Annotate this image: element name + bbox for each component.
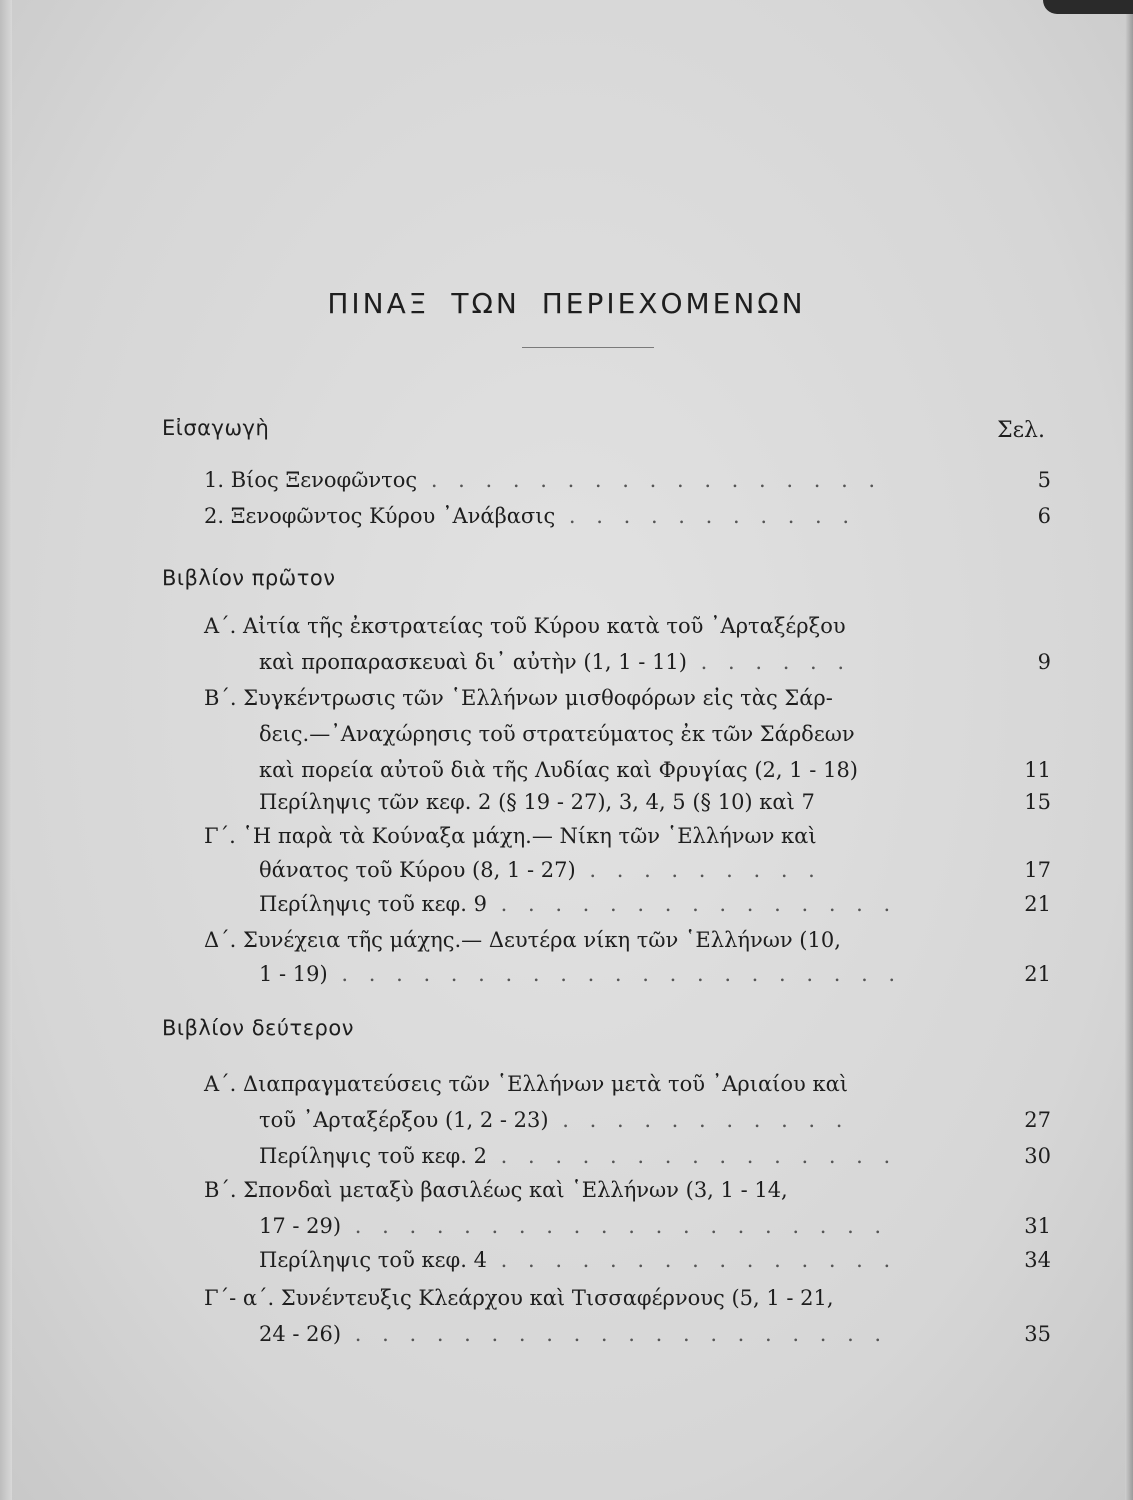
leader-dots: . . . . . . . . . . . (555, 504, 857, 528)
leader-dots: . . . . . . . . . . . . . . . (486, 1248, 898, 1272)
toc-page-number: 9 (1037, 650, 1051, 674)
toc-entry (259, 1322, 888, 1346)
toc-entry (204, 928, 841, 952)
title-rule (522, 347, 654, 348)
toc-entry-text: θάνατος τοῦ Κύρου (8, 1 - 27) (259, 858, 576, 882)
toc-entry-text: Α΄. Αἰτία τῆς ἐκστρατείας τοῦ Κύρου κατὰ τοῦ ᾿Αρταξέρξου (204, 614, 846, 638)
toc-entry-text: Περίληψις τῶν κεφ. 2 (§ 19 - 27), 3, 4, 5 (§ 10) καὶ 7 (259, 790, 815, 814)
leader-dots: . . . . . . . . . . . (548, 1108, 850, 1132)
section-heading-intro: Εἰσαγωγὴ (162, 416, 270, 440)
corner-blot (1043, 0, 1133, 14)
toc-page-number: 31 (1024, 1214, 1051, 1238)
toc-entry (204, 1286, 834, 1310)
toc-page-number: 30 (1024, 1144, 1051, 1168)
toc-entry (204, 614, 846, 638)
toc-entry-text: Περίληψις τοῦ κεφ. 9 (259, 892, 487, 916)
toc-page-number: 6 (1037, 504, 1051, 528)
section-heading-book2: Βιβλίον δεύτερον (162, 1016, 354, 1040)
leader-dots: . . . . . . . . . . . . . . . (486, 1144, 898, 1168)
toc-entry (259, 758, 858, 782)
toc-entry (204, 824, 817, 848)
toc-page-number: 34 (1024, 1248, 1051, 1272)
toc-page-number: 21 (1024, 892, 1051, 916)
toc-entry (259, 858, 822, 882)
toc-entry (259, 892, 897, 916)
toc-page-number: 15 (1024, 790, 1051, 814)
toc-entry-text: 1 - 19) (259, 962, 328, 986)
toc-entry (259, 1248, 897, 1272)
toc-entry (259, 790, 815, 814)
toc-entry-text: καὶ προπαρασκευαὶ δι᾿ αὐτὴν (1, 1 - 11) (259, 650, 687, 674)
toc-entry-text: 2. Ξενοφῶντος Κύρου ᾿Ανάβασις (204, 504, 556, 528)
toc-page-number: 11 (1024, 758, 1051, 782)
toc-entry (259, 1144, 897, 1168)
toc-entry (204, 468, 882, 492)
toc-entry (204, 1178, 788, 1202)
toc-entry-text: Γ΄. ῾Η παρὰ τὰ Κούναξα μάχη.— Νίκη τῶν ῾Ελλήνων καὶ (204, 824, 817, 848)
page-right-edge (1125, 0, 1133, 1500)
leader-dots: . . . . . . (686, 650, 852, 674)
toc-entry-text: Γ΄- α΄. Συνέντευξις Κλεάρχου καὶ Τισσαφέρνους (5, 1 - 21, (204, 1286, 834, 1310)
toc-entry-text: Β΄. Συγκέντρωσις τῶν ῾Ελλήνων μισθοφόρων εἰς τὰς Σάρ- (204, 686, 833, 710)
leader-dots: . . . . . . . . . (575, 858, 822, 882)
toc-entry-text: 1. Βίος Ξενοφῶντος (204, 468, 418, 492)
page-title: ΠΙΝΑΞ ΤΩΝ ΠΕΡΙΕΧΟΜΕΝΩΝ (327, 287, 806, 320)
toc-entry-text: δεις.—᾿Αναχώρησις τοῦ στρατεύματος ἐκ τῶν Σάρδεων (259, 722, 855, 746)
toc-entry-text: Α΄. Διαπραγματεύσεις τῶν ῾Ελλήνων μετὰ τοῦ ᾿Αριαίου καὶ (204, 1072, 848, 1096)
toc-entry-text: Περίληψις τοῦ κεφ. 4 (259, 1248, 487, 1272)
toc-entry (259, 1108, 849, 1132)
section-heading-book1: Βιβλίον πρῶτον (162, 566, 336, 590)
toc-page-number: 17 (1024, 858, 1051, 882)
toc-page-number: 5 (1037, 468, 1051, 492)
toc-entry (204, 1072, 848, 1096)
toc-page-number: 27 (1024, 1108, 1051, 1132)
leader-dots: . . . . . . . . . . . . . . . (486, 892, 898, 916)
toc-page-number: 21 (1024, 962, 1051, 986)
toc-entry-text: Περίληψις τοῦ κεφ. 2 (259, 1144, 487, 1168)
leader-dots: . . . . . . . . . . . . . . . . . . . . (341, 1322, 889, 1346)
toc-entry (259, 650, 851, 674)
page-column-label: Σελ. (997, 418, 1045, 443)
toc-entry-text: τοῦ ᾿Αρταξέρξου (1, 2 - 23) (259, 1108, 549, 1132)
leader-dots: . . . . . . . . . . . . . . . . . . . . (341, 1214, 889, 1238)
toc-entry-text: καὶ πορεία αὐτοῦ διὰ τῆς Λυδίας καὶ Φρυγίας (2, 1 - 18) (259, 758, 858, 782)
toc-entry (204, 504, 856, 528)
leader-dots: . . . . . . . . . . . . . . . . . (417, 468, 883, 492)
toc-entry-text: Δ΄. Συνέχεια τῆς μάχης.— Δευτέρα νίκη τῶν ῾Ελλήνων (10, (204, 928, 841, 952)
toc-entry (259, 1214, 888, 1238)
leader-dots: . . . . . . . . . . . . . . . . . . . . . (327, 962, 903, 986)
toc-entry (259, 722, 855, 746)
toc-entry-text: 24 - 26) (259, 1322, 342, 1346)
toc-page-number: 35 (1024, 1322, 1051, 1346)
toc-entry (259, 962, 902, 986)
toc-entry (204, 686, 833, 710)
toc-entry-text: 17 - 29) (259, 1214, 342, 1238)
page-left-edge (0, 0, 12, 1500)
toc-entry-text: Β΄. Σπονδαὶ μεταξὺ βασιλέως καὶ ῾Ελλήνων (3, 1 - 14, (204, 1178, 788, 1202)
